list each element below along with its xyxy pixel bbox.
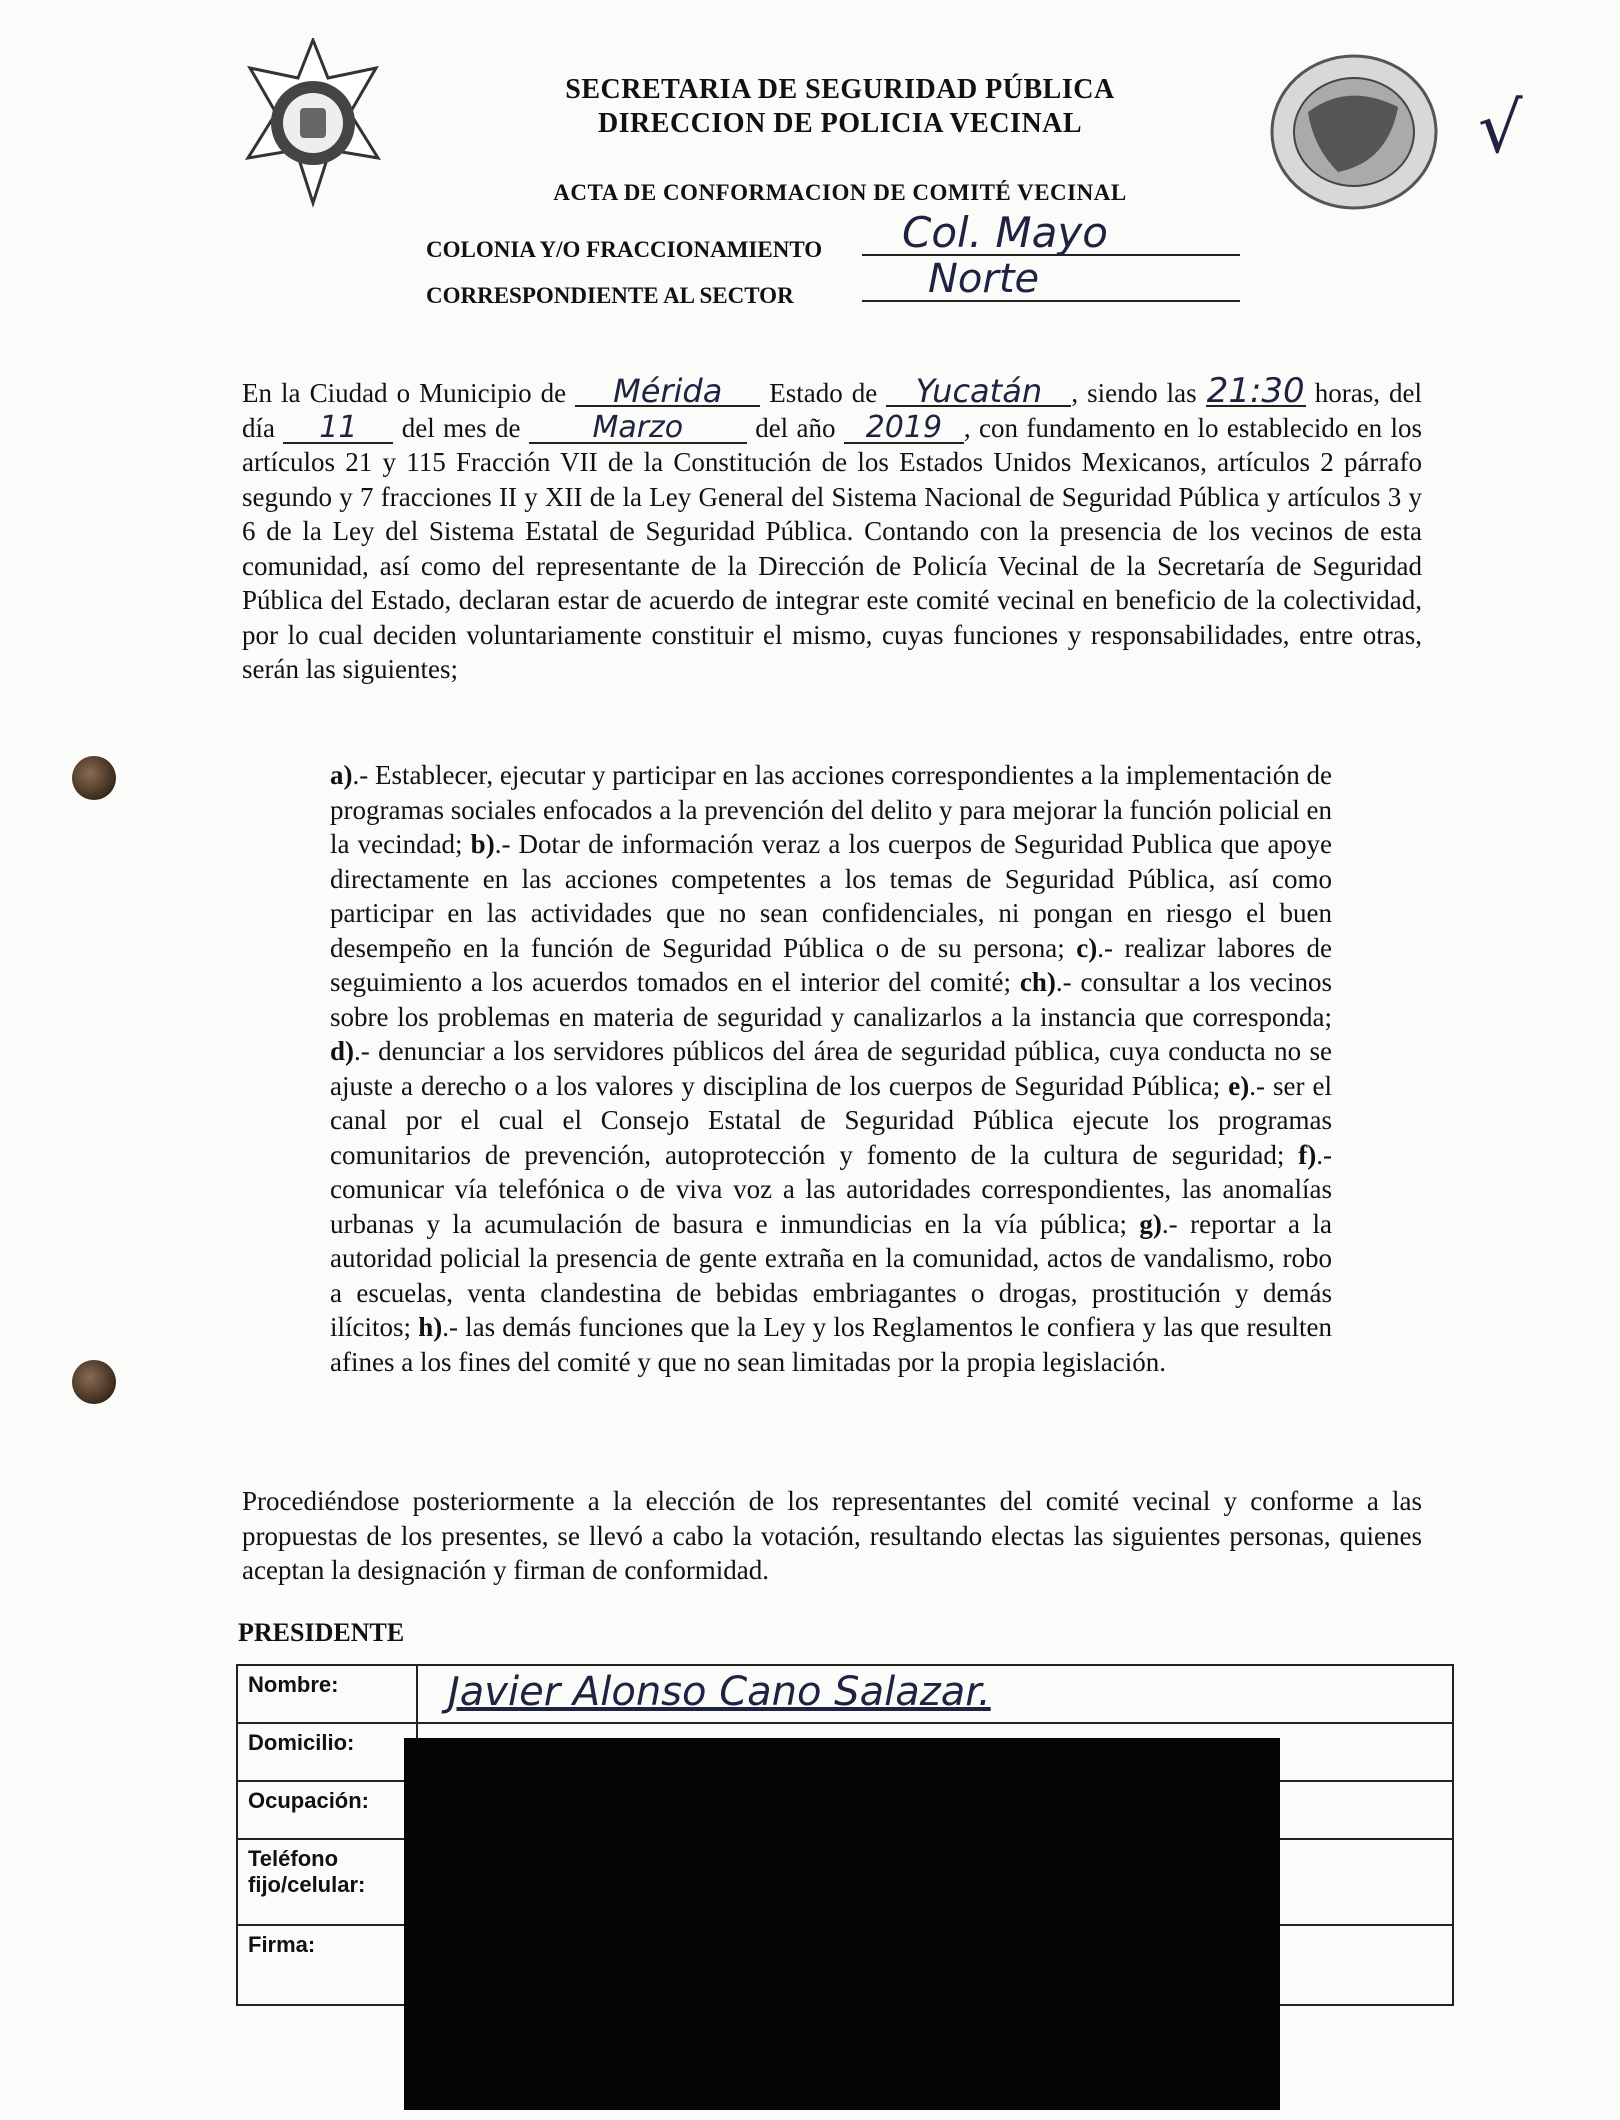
intro-t6: del año [755, 412, 836, 443]
function-d-text: .- denunciar a los servidores públicos del área de seguridad pública, cuya conducta no se ajuste a derecho o a los valores y disciplina de los cuerpos de Seguridad Pública; [330, 1036, 1332, 1101]
function-f-text: .- comunicar vía telefónica o de viva voz a las autoridades correspondientes, las anomalías urbanas y la acumulación de basura e inmundicias en la vía pública; [330, 1139, 1332, 1239]
acta-title: ACTA DE CONFORMACION DE COMITÉ VECINAL [553, 180, 1127, 205]
dia-value: 11 [283, 414, 393, 444]
function-g-label: g) [1139, 1208, 1162, 1239]
redaction-box [404, 1738, 1280, 2110]
function-g-text: .- reportar a la autoridad policial la presencia de gente extraña en la comunidad, actos de vandalismo, robo a escuelas, venta clandestina de bebidas embriagantes o drogas, prostitución y demás ilícitos; [330, 1208, 1332, 1342]
nombre-value: Javier Alonso Cano Salazar. [448, 1669, 991, 1715]
mes-value: Marzo [529, 414, 747, 444]
check-mark: √ [1478, 87, 1523, 169]
function-ch-label: ch) [1019, 967, 1056, 997]
nombre-cell [417, 1665, 1453, 1723]
sector-label: CORRESPONDIENTE AL SECTOR [426, 283, 794, 308]
nombre-label: Nombre: [237, 1665, 417, 1723]
hora-value: 21:30 [1206, 371, 1305, 411]
function-a-text: .- Establecer, ejecutar y participar en las acciones correspondientes a la implementación de programas sociales enfocados a la prevención del delito y para mejorar la función policial en la vecindad; [330, 760, 1332, 859]
election-paragraph: Procediéndose posteriormente a la elección de los representantes del comité vecinal y conforme a las propuestas de los presentes, se llevó a cabo la votación, resultando electas las siguientes personas, quienes aceptan la designación y firman de conformidad. [242, 1486, 1422, 1585]
estado-value: Yucatán [886, 377, 1071, 407]
function-h-label: h) [418, 1312, 443, 1342]
function-b-label: b) [470, 829, 495, 859]
function-e-text: .- ser el canal por el cual el Consejo Estatal de Seguridad Pública ejecute los programas comunitarios de prevención, autoprotección y fomento de la cultura de seguridad; [330, 1070, 1332, 1170]
header-title-1: SECRETARIA DE SEGURIDAD PÚBLICA [565, 74, 1115, 105]
header-title-2: DIRECCION DE POLICIA VECINAL [597, 108, 1083, 139]
colonia-line [862, 208, 1240, 257]
intro-t1: En la Ciudad o Municipio de [242, 378, 567, 408]
intro-paragraph [242, 371, 1423, 687]
punch-hole-lower [72, 1360, 116, 1404]
functions-list [330, 758, 1332, 1379]
function-ch-text: .- consultar a los vecinos sobre los problemas en materia de seguridad y canalizarlos a la instancia que corresponda; [330, 967, 1332, 1032]
president-heading: PRESIDENTE [238, 1618, 405, 1647]
anio-value: 2019 [844, 414, 964, 444]
function-b-text: .- Dotar de información veraz a los cuerpos de Seguridad Publica que apoye directamente en las acciones competentes a los temas de Seguridad Pública, así como participar en las actividades que no sean confidenciales, ni pongan en riesgo el buen desempeño en la función de Seguridad Pública o de su persona; [330, 829, 1332, 963]
function-h-text: .- las demás funciones que la Ley y los Reglamentos le confiera y las que resulten afines a los fines del comité y que no sean limitadas por la propia legislación. [330, 1312, 1332, 1377]
colonia-value: Col. Mayo [902, 208, 1108, 257]
colonia-label: COLONIA Y/O FRACCIONAMIENTO [426, 237, 823, 262]
intro-t5: del mes de [401, 412, 521, 443]
sector-value: Norte [928, 256, 1040, 302]
intro-t2: Estado de [769, 378, 878, 408]
sector-line [862, 258, 1240, 302]
function-e-label: e) [1228, 1070, 1250, 1101]
intro-t7: , con fundamento en lo establecido en los artículos 21 y 115 Fracción VII de la Constitución de los Estados Unidos Mexicanos, artículos 2 párrafo segundo y 7 fracciones II y XII de la Ley General del Sistema Nacional de Seguridad Pública y artículos 3 y 6 de la Ley del Sistema Estatal de Seguridad Pública. Contando con la presencia de los vecinos de esta comunidad, así como del representante de la Dirección de Policía Vecinal de la Secretaría de Seguridad Pública del Estado, declaran estar de acuerdo de integrar este comité vecinal en beneficio de la colectividad, por lo cual deciden voluntariamente constituir el mismo, cuyas funciones y responsabilidades, entre otras, serán las siguientes; [242, 412, 1423, 684]
function-c-label: c) [1076, 932, 1098, 963]
municipio-value: Mérida [575, 377, 760, 407]
domicilio-label: Domicilio: [237, 1723, 417, 1781]
function-d-label: d) [330, 1036, 355, 1066]
ocupacion-label: Ocupación: [237, 1781, 417, 1839]
intro-t4: horas, del día [242, 378, 1423, 443]
intro-t3: , siendo las [1071, 378, 1197, 408]
function-f-label: f) [1298, 1139, 1317, 1170]
function-c-text: .- realizar labores de seguimiento a los acuerdos tomados en el interior del comité; [330, 932, 1333, 997]
telefono-label: Teléfono fijo/celular: [237, 1839, 417, 1925]
police-star-seal-icon [238, 38, 388, 208]
function-a-label: a) [330, 760, 353, 790]
consejo-estatal-seal-icon [1268, 52, 1440, 212]
punch-hole-upper [72, 756, 116, 800]
firma-label: Firma: [237, 1925, 417, 2005]
